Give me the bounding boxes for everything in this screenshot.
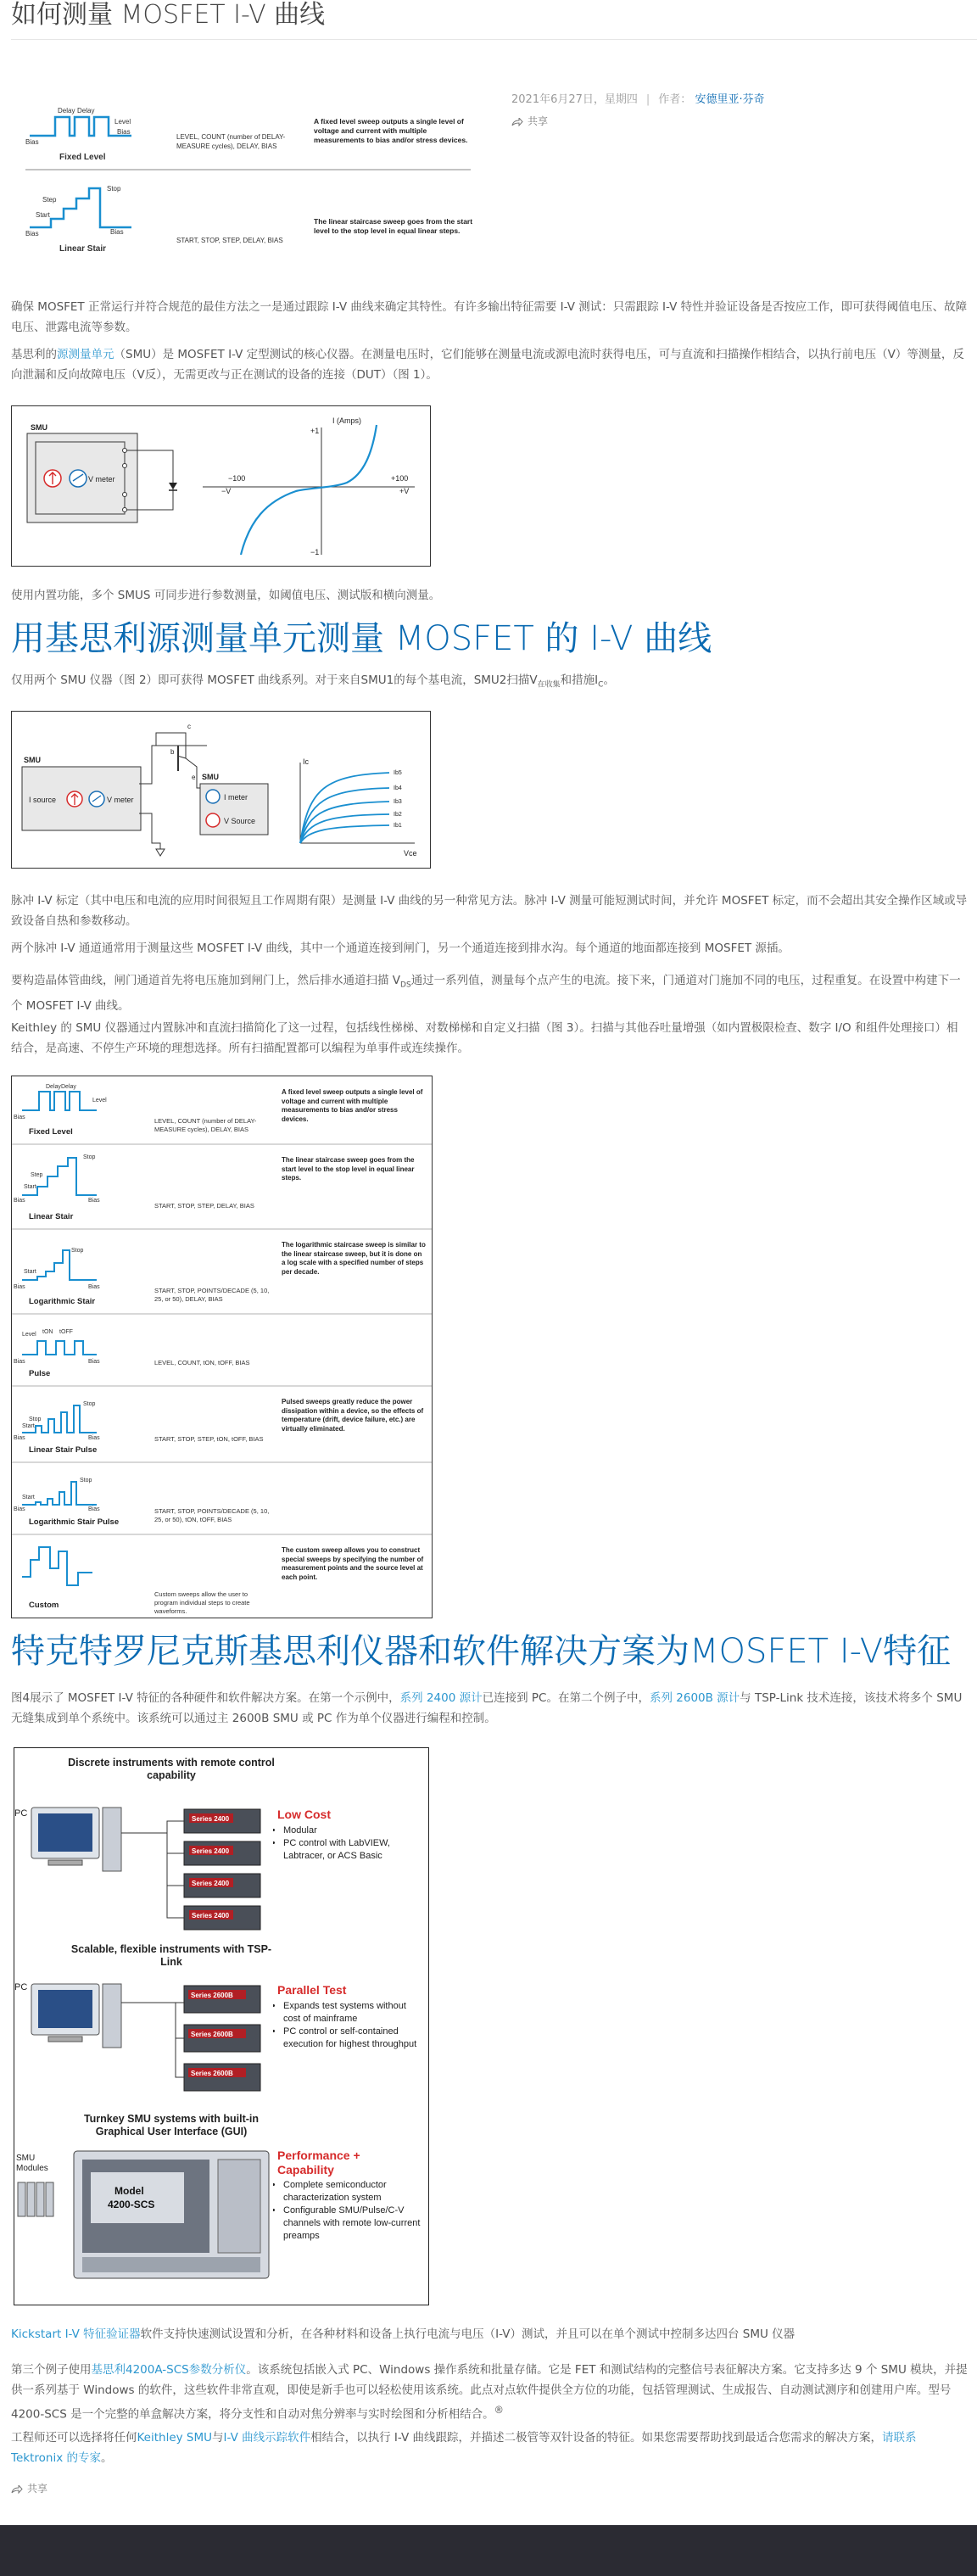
fig2-vmeter-label: V meter: [107, 796, 134, 804]
stair-bias-right: Bias: [110, 228, 124, 236]
stair-bias-left: Bias: [25, 230, 39, 237]
fig4-s1-inst-4: Series 2400: [192, 1912, 230, 1919]
stair-stop-label: Stop: [107, 185, 121, 193]
fig1-plusV: +V: [399, 487, 410, 495]
linear-stair-params: START, STOP, STEP, DELAY, BIAS: [176, 237, 283, 244]
fixed-level-params: LEVEL, COUNT (number of DELAY-MEASURE cycles), DELAY, BIAS: [176, 133, 286, 150]
fig2-ib3: Ib3: [394, 799, 402, 805]
section-heading-smu: 用基思利源测量单元测量 MOSFET 的 I-V 曲线: [11, 619, 712, 658]
fig4-s3-model-1: Model: [114, 2185, 144, 2197]
svg-text:Bias: Bias: [14, 1506, 25, 1512]
fig4-s1-inst-1: Series 2400: [192, 1815, 230, 1823]
fig2-ib4: Ib4: [394, 785, 402, 791]
share-label: 共享: [27, 2483, 48, 2495]
fig4-s1-head: Low Cost: [277, 1808, 331, 1821]
fig2-vsource-icon: [206, 813, 220, 827]
title-divider: [11, 39, 977, 40]
fig3-row-desc: The logarithmic staircase sweep is similar to the linear staircase sweep, but it is done on a log scale with a specified number of steps per decade.: [282, 1241, 426, 1276]
fig4-s2-instruments: [184, 1986, 260, 2091]
fig2-smu2-label: SMU: [202, 773, 219, 781]
fig3-row-params: LEVEL, COUNT, tON, tOFF, BIAS: [154, 1359, 250, 1366]
fig4-s3-head-2: Capability: [277, 2163, 334, 2176]
svg-text:tON: tON: [42, 1329, 53, 1335]
fig1-i-axis: I (Amps): [332, 416, 362, 425]
fixed-level-name: Fixed Level: [59, 153, 106, 162]
paragraph-keithley-sweeps: Keithley 的 SMU 仪器通过内置脉冲和直流扫描简化了这一过程，包括线性梯梯、对数梯梯和自定义扫描（图 3）。扫描与其他吞吐量增强（如内置极限检查、数字 I/O 和组件处理接口）相结合，是高速、不停生产环境的理想选择。所有扫描配置都可以编程为单事件或连续操作。: [11, 1021, 958, 1055]
stair-start-label: Start: [36, 211, 50, 219]
fig4-s1-inst-3: Series 2400: [192, 1880, 230, 1887]
svg-text:Bias: Bias: [14, 1284, 25, 1290]
paragraph-kickstart: Kickstart I-V 特征验证器软件支持快速测试设置和分析，在各种材料和设备上执行电流与电压（I-V）测试，并且可以在单个测试中控制多达四台 SMU 仪器: [11, 2327, 796, 2341]
fig2-imeter-icon: [206, 790, 220, 803]
fixed-level-desc: A fixed level sweep outputs a single level of voltage and current with multiple measurements to bias and/or stress devices.: [314, 117, 468, 144]
fig4-s2-tower-icon: [103, 1984, 121, 2048]
site-footer: [0, 2525, 977, 2576]
fig2-curve-family: [300, 773, 389, 843]
fixed-bias-left: Bias: [25, 138, 39, 146]
figure-1-smu-iv: [11, 405, 431, 567]
fig3-row-name: Logarithmic Stair: [29, 1297, 96, 1306]
article-date: 2021年6月27日，星期四: [511, 93, 638, 106]
svg-text:Stop: Stop: [29, 1417, 42, 1422]
fig2-curve-ib4: [300, 788, 389, 843]
fig4-s1-tower-icon: [103, 1808, 121, 1871]
fig4-s2-bullets: • Expands test systems without cost of mainframe • PC control or self-contained execution for highest throughput: [273, 2000, 422, 2051]
fig3-row-desc: The custom sweep allows you to construct special sweeps by specifying the number of measurement points and the source level at each point.: [282, 1546, 424, 1581]
fig4-s3-smu-modules: [18, 2182, 53, 2216]
fig1-smu-label: SMU: [31, 423, 47, 432]
fixed-delay-1: Delay: [58, 107, 75, 115]
paragraph-figure4: 图4展示了 MOSFET I-V 特征的各种硬件和软件解决方案。在第一个示例中，系列 2400 源计已连接到 PC。在第二个例子中，系列 2600B 源计与 TSP-Link 技术连接，该技术将多个 SMU 无缝集成到单个系统中。该系统可以通过主 2600B SMU 或 PC 作为单个仪器进行编程和控制。: [11, 1691, 963, 1725]
svg-text:Bias: Bias: [14, 1435, 25, 1441]
svg-text:Bias: Bias: [88, 1359, 100, 1365]
fig3-row-params: LEVEL, COUNT (number of DELAY-MEASURE cycles), DELAY, BIAS: [154, 1117, 257, 1133]
fig3-row-params: START, STOP, POINTS/DECADE (5, 10, 25, or 50), DELAY, BIAS: [154, 1287, 270, 1303]
fig1-plus1: +1: [310, 427, 320, 435]
keithley-smu-link[interactable]: Keithley SMU: [137, 2431, 213, 2445]
fig2-ib1: Ib1: [394, 823, 402, 829]
fig3-row-name: Fixed Level: [29, 1127, 73, 1137]
fig4-s2-inst-3: Series 2600B: [191, 2070, 233, 2077]
share-label: 共享: [528, 115, 549, 127]
svg-text:Stop: Stop: [83, 1401, 96, 1407]
paragraph-smu: 基思利的源测量单元（SMU）是 MOSFET I-V 定型测试的核心仪器。在测量电压时，它们能够在测量电流或源电流时获得电压，可与直流和扫描操作相结合，以执行前电压（V）等测量，反向泄漏和反向故障电压（V反），无需更改与正在测试的设备的连接（DUT）（图 1）。: [11, 348, 964, 382]
fig4-s1-title: Discrete instruments with remote control capability: [68, 1757, 275, 1781]
fig4-s2-pc: PC: [14, 1982, 28, 1992]
fig4-s1-inst-2: Series 2400: [192, 1847, 230, 1855]
fig4-s2-title: Scalable, flexible instruments with TSP-Link: [70, 1943, 272, 1968]
fig3-row-name: Linear Stair: [29, 1212, 74, 1221]
figure-2-two-smu: [11, 711, 431, 869]
svg-text:Bias: Bias: [88, 1506, 100, 1512]
fig3-row-name: Pulse: [29, 1369, 51, 1378]
share-icon: [511, 118, 523, 126]
fig2-vce-axis: Vce: [404, 849, 417, 858]
article-meta: 2021年6月27日，星期四 | 作者： 安德里亚·芬奇: [511, 93, 765, 106]
svg-text:Start: Start: [24, 1269, 36, 1275]
fig2-vsource-label: V Source: [224, 817, 256, 825]
fig1-diode-icon: [169, 483, 177, 489]
svg-text:Step: Step: [31, 1172, 43, 1178]
fig2-isource-label: I source: [29, 796, 57, 804]
fixed-level-label: Level: [114, 118, 131, 126]
fig2-e-label: e: [192, 774, 196, 781]
linear-stair-name: Linear Stair: [59, 244, 107, 254]
fig4-s1-bullets: • Modular • PC control with LabVIEW, Labtracer, or ACS Basic: [273, 1824, 422, 1863]
fig3-row-desc: The linear staircase sweep goes from the start level to the stop level in equal linear steps.: [282, 1156, 415, 1182]
fig4-s3-title: Turnkey SMU systems with built-in Graphical User Interface (GUI): [83, 2113, 260, 2137]
paragraph-intro: 确保 MOSFET 正常运行并符合规范的最佳方法之一是通过跟踪 I-V 曲线来确定其特性。有许多输出特征需要 I-V 测试：只需跟踪 I-V 特性并验证设备是否按应工作，即可获得阈值电压、故障电压、泄露电流等参数。: [11, 300, 968, 334]
figure-3-sweep-types: [11, 1076, 433, 1618]
svg-text:tOFF: tOFF: [59, 1329, 73, 1335]
fig2-ground-icon: [156, 849, 165, 856]
fig1-vmeter-label: V meter: [88, 475, 115, 483]
kickstart-link[interactable]: Kickstart I-V 特征验证器: [11, 2327, 141, 2341]
svg-text:Stop: Stop: [80, 1478, 92, 1484]
share-icon: [11, 2485, 23, 2494]
page-title: 如何测量 MOSFET I-V 曲线: [11, 0, 326, 30]
fig3-row-name: Logarithmic Stair Pulse: [29, 1517, 120, 1527]
fig1-minusV: −V: [221, 487, 232, 495]
share-button-top[interactable]: [511, 114, 548, 130]
fig2-smu1-label: SMU: [24, 756, 41, 764]
svg-text:Start: Start: [24, 1184, 36, 1190]
fig3-row-params: START, STOP, STEP, DELAY, BIAS: [154, 1202, 254, 1210]
fig4-s3-bullets: • Complete semiconductor characterization system • Configurable SMU/Pulse/C-V channels with remote low-current preamps: [273, 2179, 422, 2243]
fig1-vmeter-icon: [70, 470, 87, 487]
fig2-ic-axis: Ic: [303, 757, 310, 766]
iv-tracer-link[interactable]: I-V 曲线示踪软件: [223, 2431, 311, 2445]
paragraph-two-channel: 两个脉冲 I-V 通道通常用于测量这些 MOSFET I-V 曲线，其中一个通道连接到闸门，另一个通道连接到排水沟。每个通道的地面都连接到 MOSFET 源插。: [11, 942, 790, 955]
fixed-delay-2: Delay: [77, 107, 95, 115]
share-button-bottom[interactable]: [11, 2481, 47, 2497]
paragraph-4200a: 第三个例子使用基思利4200A-SCS参数分析仪。该系统包括嵌入式 PC、Windows 操作系统和批量存储。它是 FET 和测试结构的完整信号表征解决方案。它支持多达 9 个 SMU 模块，并提供一系列基于 Windows 的软件，这些软件非常直观，即使是新手也可以轻松使用该系统。此点对点软件提供全方位的功能，包括管理测试、生成报告、自动测试测序和创建用户库。型号 4200-SCS 是一个完整的单盒解决方案，将分支性和自动对焦分辨率与实时绘图和分析相结合。®: [11, 2363, 968, 2422]
fig3-row-desc: Pulsed sweeps greatly reduce the power dissipation within a device, so the effects of temperature (drift, device failure, etc.) are virtually eliminated.: [282, 1398, 424, 1433]
fig3-row-params: START, STOP, STEP, tON, tOFF, BIAS: [154, 1435, 264, 1443]
svg-text:Bias: Bias: [88, 1284, 100, 1290]
paragraph-builtin: 使用内置功能，多个 SMUS 可同步进行参数测量，如阈值电压、测试版和横向测量。: [11, 589, 441, 602]
svg-text:Start: Start: [22, 1495, 35, 1500]
fig4-s2-inst-1: Series 2600B: [191, 1992, 233, 1999]
series-2600b-link[interactable]: 系列 2600B 源计: [649, 1691, 740, 1705]
fixed-level-waveform: [30, 115, 73, 134]
svg-text:Delay: Delay: [46, 1084, 61, 1090]
fig2-curve-ib3: [300, 802, 389, 843]
fig1-plus100: +100: [391, 474, 409, 483]
fig3-row-name: Custom: [29, 1601, 59, 1610]
4200a-link[interactable]: 基思利4200A-SCS参数分析仪: [91, 2363, 247, 2377]
series-2400-link[interactable]: 系列 2400 源计: [399, 1691, 483, 1705]
paragraph-engineers: 工程师还可以选择将任何Keithley SMU与I-V 曲线示踪软件相结合，以执行 I-V 曲线跟踪，并描述二极管等双针设备的特征。如果您需要帮助找到最适合您需求的解决方案，请联系 Tektronix 的专家。: [11, 2431, 917, 2465]
stair-step-label: Step: [42, 196, 57, 204]
paragraph-pulse-iv: 脉冲 I-V 标定（其中电压和电流的应用时间很短且工作周期有限）是测量 I-V 曲线的另一种常见方法。脉冲 I-V 测量可能短测试时间，并允许 MOSFET 标定，而不会超出其安全操作区域或导致设备自热和参数移动。: [11, 894, 968, 928]
fig2-ib5: Ib5: [394, 770, 402, 776]
contact-tektronix-link[interactable]: 请联系 Tektronix 的专家: [11, 2431, 917, 2465]
smu-link[interactable]: 源测量单元: [57, 348, 114, 361]
author-label: 作者：: [658, 93, 692, 106]
fig4-s1-instruments: [184, 1809, 260, 1930]
svg-text:Level: Level: [92, 1098, 107, 1104]
fig2-imeter-label: I meter: [224, 793, 248, 802]
fig1-minus1: −1: [310, 548, 320, 556]
svg-text:Bias: Bias: [14, 1198, 25, 1204]
linear-stair-wave: [30, 188, 131, 227]
svg-text:Bias: Bias: [14, 1115, 25, 1120]
fig4-s1-pc: PC: [14, 1808, 28, 1819]
svg-text:Bias: Bias: [14, 1359, 25, 1365]
svg-text:Bias: Bias: [88, 1435, 100, 1441]
fig3-row-params: START, STOP, POINTS/DECADE (5, 10, 25, or 50), tON, tOFF, BIAS: [154, 1507, 270, 1523]
paragraph-two-smu: 仅用两个 SMU 仪器（图 2）即可获得 MOSFET 曲线系列。对于来自SMU1的每个基电流，SMU2扫描$V_{在收集}$和措施$I_C$。: [11, 673, 615, 690]
paragraph-transistor-curves: 要构造晶体管曲线，闸门通道首先将电压施加到闸门上，然后排水通道扫描 $V_{DS}$通过一系列值，测量每个点产生的电流。接下来，门通道对门施加不同的电压，过程重复。在设置中构建下一个 MOSFET I-V 曲线。: [11, 974, 961, 1013]
fig4-s3-head-1: Performance +: [277, 2149, 360, 2162]
fig2-ib2: Ib2: [394, 812, 402, 818]
fig1-iv-curve: [241, 425, 377, 555]
fig2-curve-ib1: [300, 825, 389, 843]
fig4-s2-inst-2: Series 2600B: [191, 2031, 233, 2038]
svg-text:Delay: Delay: [61, 1084, 76, 1090]
section-heading-solutions: 特克特罗尼克斯基思利仪器和软件解决方案为MOSFET I-V特征: [11, 1632, 952, 1671]
fig1-minus100: −100: [228, 474, 246, 483]
author-link[interactable]: 安德里亚·芬奇: [695, 93, 765, 106]
svg-text:Stop: Stop: [71, 1248, 84, 1254]
fig2-c-label: c: [187, 723, 191, 730]
svg-text:Level: Level: [22, 1332, 36, 1338]
fixed-bias-right: Bias: [117, 128, 131, 136]
fig4-s3-model-2: 4200-SCS: [108, 2199, 155, 2210]
svg-text:Bias: Bias: [88, 1198, 100, 1204]
figure-4-solutions: [14, 1747, 429, 2305]
svg-text:Start: Start: [22, 1423, 35, 1429]
fig3-row-params: Custom sweeps allow the user to program individual steps to create waveforms.: [154, 1590, 250, 1615]
fig3-row-desc: A fixed level sweep outputs a single level of voltage and current with multiple measurements to bias and/or stress devices.: [282, 1088, 423, 1123]
fig2-b-label: b: [170, 748, 175, 756]
fig4-s2-head: Parallel Test: [277, 1983, 347, 1997]
sweep-figure-top: [25, 100, 475, 261]
fig4-s3-smu: SMU Modules: [16, 2154, 48, 2173]
fig3-row-name: Linear Stair Pulse: [29, 1445, 98, 1455]
svg-text:Stop: Stop: [83, 1154, 96, 1160]
linear-stair-desc: The linear staircase sweep goes from the start level to the stop level in equal linear steps.: [314, 217, 473, 235]
